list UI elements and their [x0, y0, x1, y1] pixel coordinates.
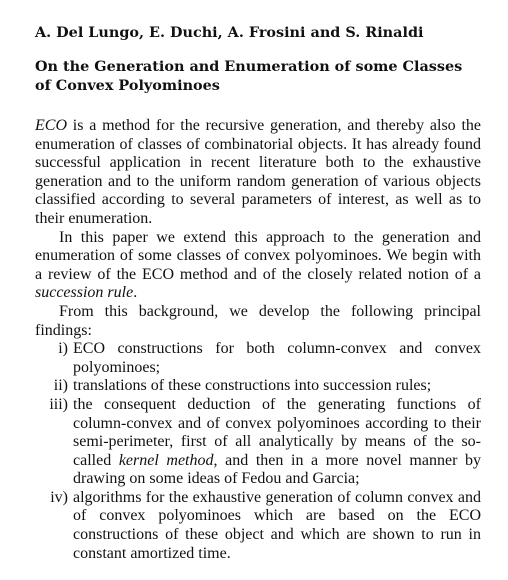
list-marker: iv) — [50, 488, 68, 506]
author-list: A. Del Lungo, E. Duchi, A. Frosini and S. Rinaldi — [35, 24, 424, 41]
eco-term: ECO — [35, 117, 67, 134]
list-marker: ii) — [53, 377, 68, 395]
finding-item-i — [35, 340, 481, 377]
succession-rule-term: succession rule — [35, 284, 134, 302]
paragraph-intro-text: is a method for the recursive generation, and thereby also the enumeration of classes of combinatorial objects. It has already found successful application in recent literature both to the exhaustive generation and to the uniform random generation of various objects classified according to several parameters of interest, as well as to their enumeration. — [35, 117, 481, 227]
paper-title: On the Generation and Enumeration of some Classes of Convex Polyominoes — [35, 58, 463, 94]
finding-text-before: the consequent deduction of the generating functions of column-convex and of convex polyominoes according to their semi-perimeter, first of all analytically by means of the so-called — [73, 395, 481, 469]
paragraph-extension-text: In this paper we extend this approach to the generation and enumeration of some classes of convex polyominoes. We begin with a review of the ECO method and of the closely related notion of a — [35, 228, 481, 283]
findings-list — [35, 340, 481, 563]
paragraph-extension — [35, 229, 481, 303]
list-marker: iii) — [49, 395, 68, 413]
finding-item-iv — [35, 489, 481, 563]
finding-text: translations of these constructions into succession rules; — [73, 377, 432, 395]
paragraph-extension-end: . — [133, 284, 138, 302]
finding-text-after: , and then in a more novel manner by drawing on some ideas of Fedou and Garcia; — [73, 451, 482, 488]
finding-text: ECO constructions for both column-convex and convex polyominoes; — [73, 340, 481, 376]
paper-page — [35, 24, 481, 563]
finding-text: algorithms for the exhaustive generation of column convex and of convex polyominoes which are based on the ECO constructions of these object and which are shown to run in constant amortized time. — [73, 488, 481, 562]
finding-item-iii — [35, 396, 481, 489]
paragraph-intro — [35, 117, 481, 229]
finding-item-ii — [35, 377, 481, 396]
kernel-method-term: kernel method — [118, 451, 214, 469]
paragraph-findings-intro: From this background, we develop the following principal findings: — [35, 302, 481, 339]
list-marker: i) — [58, 340, 68, 358]
